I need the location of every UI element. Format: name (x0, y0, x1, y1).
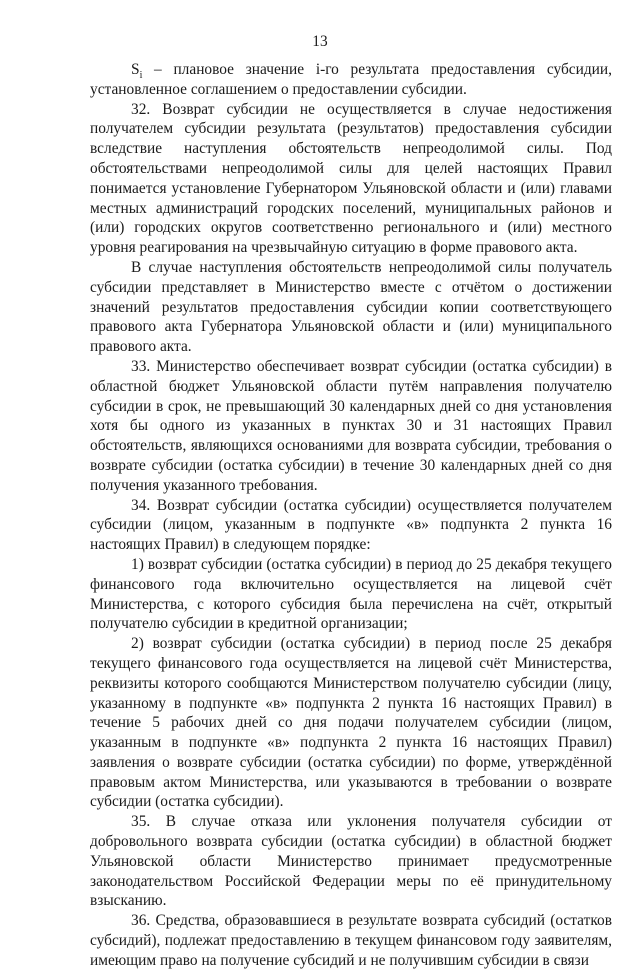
page-number: 13 (312, 33, 328, 50)
paragraph-36: 36. Средства, образовавшиеся в результате возврата субсидий (остатков субсидий), подлежат предоставлению в текущем финансовом году заявителям, имеющим право на получение субсидий и не получившим субсидии в связи (90, 912, 612, 969)
paragraph-33: 33. Министерство обеспечивает возврат субсидии (остатка субсидии) в областной бюджет Ульяновской области путём направления получателю субсидии в срок, не превышающий 30 календарных дней со дня установления хотя бы одного из указанных в пунктах 30 и 31 настоящих Правил обстоятельств, являющихся основаниями для возврата субсидии, требования о возврате субсидии (остатка субсидии) в течение 30 календарных дней со дня получения указанного требования. (90, 357, 612, 494)
paragraph-32: 32. Возврат субсидии не осуществляется в случае недостижения получателем субсидии результата (результатов) предоставления субсидии вследствие наступления обстоятельств непреодолимой силы. Под обстоятельствами непреодолимой силы для целей настоящих Правил понимается установление Губернатором Ульяновской области и (или) главами местных администраций городских поселений, муниципальных районов и (или) городских округов соответственно регионального и (или) местного уровня реагирования на чрезвычайную ситуацию в форме правового акта. (90, 100, 612, 257)
paragraph-34-2: 2) возврат субсидии (остатка субсидии) в период после 25 декабря текущего финансового года осуществляется на лицевой счёт Министерства, реквизиты которого сообщаются Министерством получателю субсидии (лицу, указанному в подпункте «в» подпункта 2 пункта 16 настоящих Правил) в течение 5 рабочих дней со дня подачи получателем субсидии (лицом, указанным в подпункте «в» подпункта 2 пункта 16 настоящих Правил) заявления о возврате субсидии (остатка субсидии) по форме, утверждённой правовым актом Министерства, или указываются в требовании о возврате субсидии (остатка субсидии). (90, 635, 612, 811)
paragraph-si-definition (90, 60, 612, 100)
paragraph-35: 35. В случае отказа или уклонения получателя субсидии от добровольного возврата субсидии (остатка субсидии) в областной бюджет Ульяновской области Министерство принимает предусмотренные законодательством Российской Федерации меры по её принудительному взысканию. (90, 813, 612, 910)
paragraph-34-1: 1) возврат субсидии (остатка субсидии) в период до 25 декабря текущего финансового года включительно осуществляется на лицевой счёт Министерства, с которого субсидия была перечислена на счёт, открытый получателю субсидии в кредитной организации; (90, 555, 612, 633)
si-subscript: i (139, 70, 143, 82)
si-definition-text: – плановое значение i-го результата предоставления субсидии, установленное соглашением о предоставлении субсидии. (90, 61, 612, 98)
paragraph-34: 34. Возврат субсидии (остатка субсидии) осуществляется получателем субсидии (лицом, указанным в подпункте «в» подпункта 2 пункта 16 настоящих Правил) в следующем порядке: (90, 496, 612, 554)
si-symbol: S (131, 61, 140, 78)
document-body (90, 60, 612, 971)
paragraph-32-force-majeure: В случае наступления обстоятельств непреодолимой силы получатель субсидии представляет в Министерство вместе с отчётом о достижении значений результатов предоставления субсидии копии соответствующего правового акта Губернатора Ульяновской области и (или) муниципального правового акта. (90, 258, 612, 356)
